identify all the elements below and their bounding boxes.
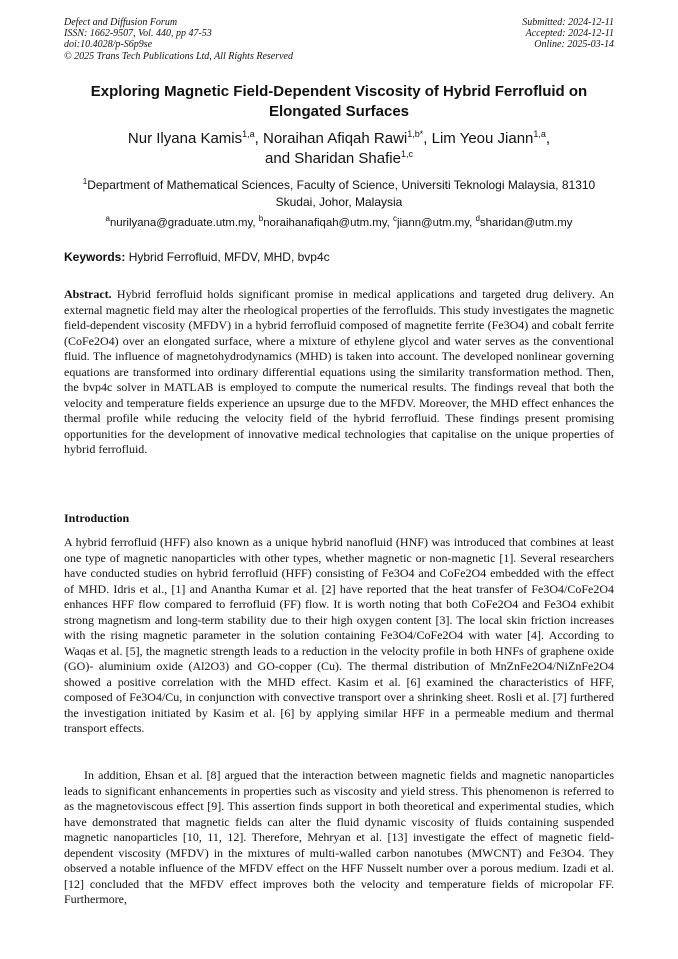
dates-info [522, 17, 614, 51]
author-name: Noraihan Afiqah Rawi [263, 130, 408, 147]
author-name: Nur Ilyana Kamis [127, 130, 243, 147]
email-list: $^a$nurilyana@graduate.utm.my, $^b$noraihanafiqah@utm.my, $^c$jiann@utm.my, $^d$sharidan@utm.my [105, 214, 573, 229]
author-sup: 1,a [533, 129, 546, 139]
email-link[interactable]: noraihanafiqah@utm.my [263, 217, 387, 229]
email-link[interactable]: sharidan@utm.my [479, 217, 573, 229]
author-name: Lim Yeou Jiann [431, 130, 534, 147]
abstract [64, 287, 614, 458]
abstract-label: Abstract. [64, 287, 112, 301]
section-heading-introduction: Introduction [64, 511, 130, 525]
keywords [64, 249, 614, 265]
submitted-date: Submitted: 2024-12-11 [522, 17, 614, 28]
abstract-text: Hybrid ferrofluid holds significant promise in medical applications and targeted drug delivery. An external magnetic field may alter the rheological properties of the ferrofluids. This study investigates the magnetic field-dependent viscosity (MFDV) in a hybrid ferrofluid composed of magnetite ferrite (Fe3O4) and cobalt ferrite (CoFe2O4) over an elongated surface, where a mixture of ethylene glycol and water serves as the conventional fluid. The influence of magnetohydrodynamics (MHD) is taken into account. The developed nonlinear governing equations are transformed into ordinary differential equations using the similarity transformation method. Then, the bvp4c solver in MATLAB is employed to compute the numerical results. The findings reveal that both the velocity and temperature fields experience an upsurge due to the MFDV. Moreover, the MHD effect enhances the thermal profile while reducing the velocity field of the hybrid ferrofluid. These findings present promising opportunities for the development of innovative medical technologies that capitalise on the unique properties of hybrid ferrofluid. [64, 287, 614, 456]
intro-paragraph-1: A hybrid ferrofluid (HFF) also known as a unique hybrid nanofluid (HNF) was introduced that combines at least one type of magnetic nanoparticles with other types, whether magnetic or non-magnetic [1]. Several researchers have conducted studies on hybrid ferrofluid (HFF) consisting of Fe3O4 and CoFe2O4 embedded with the effect of MHD. Idris et al., [1] and Anantha Kumar et al. [2] have reported that the heat transfer of Fe3O4/CoFe2O4 enhances HFF flow compared to ferrofluid (FF) flow. It is worth noting that both CoFe2O4 and Fe3O4 exhibit strong magnetism and long-term stability due to their high oxygen content [3]. The local skin friction increases with the rising magnetic parameter in the solution containing Fe3O4/CoFe2O4 with water [4]. According to Waqas et al. [5], the magnetic strength leads to a reduction in the velocity profile in both HNFs of graphene oxide (GO)- aluminium oxide (Al2O3) and GO-copper (Cu). The thermal distribution of MnZnFe2O4/NiZnFe2O4 showed a positive correlation with the MHD effect. Kasim et al. [6] examined the characteristics of HFF, composed of Fe3O4/Cu, in conjunction with convective transport over a shrinking sheet. Rosli et al. [7] furthered the investigation initiated by Kasim et al. [6] by applying similar HFF in a permeable medium and thermal transport effects. [64, 535, 614, 735]
paper-title: Exploring Magnetic Field-Dependent Viscosity of Hybrid Ferrofluid on Elongated Surfaces [90, 83, 588, 120]
email-link[interactable]: jiann@utm.my [396, 217, 470, 229]
author-sup: 1,c [400, 149, 413, 159]
author-name: Sharidan Shafie [294, 150, 401, 167]
author-list: Nur Ilyana Kamis$^{1,a}$, Noraihan Afiqah Rawi$^{1,b*}$, Lim Yeou Jiann$^{1,a}$, and Sharidan Shafie$^{1,c}$ [127, 129, 551, 167]
accepted-date: Accepted: 2024-12-11 [525, 28, 614, 40]
affiliation-sup: 1 [82, 177, 88, 186]
affiliation [64, 177, 614, 211]
issn: ISSN: 1662-9507, Vol. 440, pp 47-53 [64, 28, 212, 40]
journal-name: Defect and Diffusion Forum [64, 17, 178, 28]
email-link[interactable]: nurilyana@graduate.utm.my [109, 217, 253, 229]
copyright: © 2025 Trans Tech Publications Ltd, All Rights Reserved [64, 50, 293, 62]
journal-info [64, 17, 293, 62]
affiliation-text: Department of Mathematical Sciences, Faculty of Science, Universiti Teknologi Malaysia, 81310 Skudai, Johor, Malaysia [87, 178, 596, 209]
author-sup: 1,a [242, 129, 255, 139]
keywords-text: Hybrid Ferrofluid, MFDV, MHD, bvp4c [128, 250, 330, 264]
author-sup: 1,b* [407, 129, 424, 139]
intro-paragraph-2: In addition, Ehsan et al. [8] argued that the interaction between magnetic fields and magnetic nanoparticles leads to significant enhancements in properties such as viscosity and yield stress. This phenomenon is referred to as the magnetoviscous effect [9]. This assertion finds support in both theoretical and experimental studies, which have demonstrated that magnetic fields can alter the fluid dynamic viscosity of fluids containing suspended magnetic nanoparticles [10, 11, 12]. Therefore, Mehryan et al. [13] investigate the effect of magnetic field-dependent viscosity (MFDV) in the mixtures of multi-walled carbon nanotubes (MWCNT) and Fe3O4. They observed a notable influence of the MFDV effect on the HFF Nusselt number over a porous medium. Izadi et al. [12] concluded that the MFDV effect improves both the velocity and temperature fields of micropolar FF. Furthermore, [64, 768, 614, 906]
keywords-label: Keywords: [64, 250, 126, 264]
doi: doi:10.4028/p-S6p9se [64, 39, 153, 51]
online-date: Online: 2025-03-14 [534, 39, 614, 51]
